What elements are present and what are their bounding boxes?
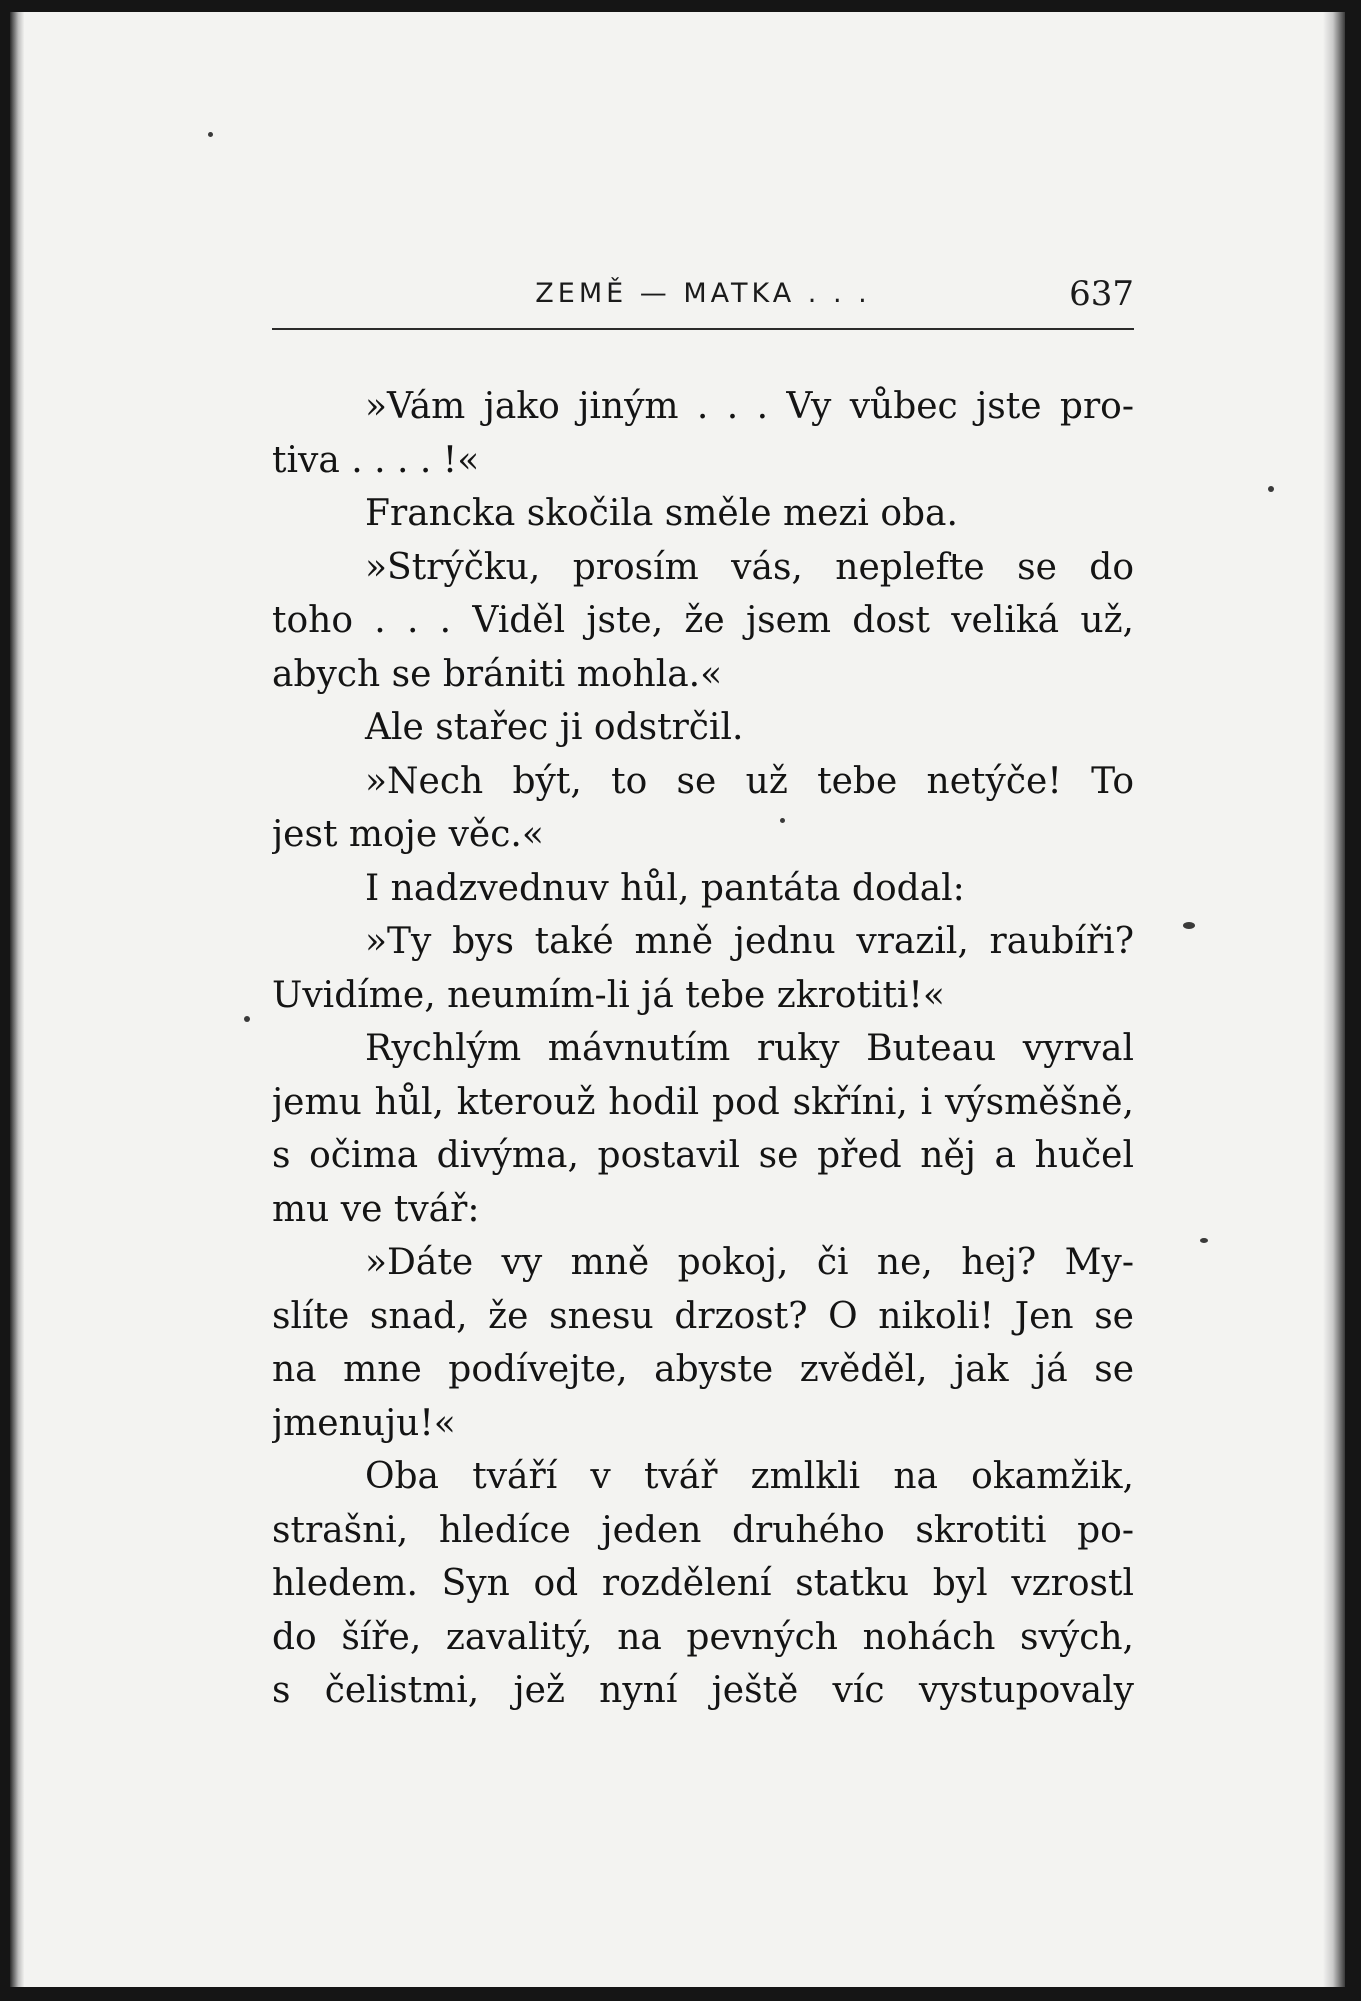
print-speck bbox=[1183, 922, 1195, 929]
text-line: Francka skočila směle mezi oba. bbox=[365, 493, 958, 534]
page-edge-right bbox=[1323, 12, 1345, 1987]
text-line: »Strýčku, prosím vás, neplefte se do bbox=[365, 546, 1134, 588]
text-line: na mne podívejte, abyste zvěděl, jak já se bbox=[272, 1349, 1134, 1390]
text-line: Rychlým mávnutím ruky Buteau vyrval bbox=[365, 1028, 1134, 1069]
text-line: »Nech být, to se už tebe netýče! To bbox=[365, 760, 1134, 802]
text-line: mu ve tvář: bbox=[272, 1188, 480, 1230]
text-line: »Vám jako jiným . . . Vy vůbec jste pro- bbox=[365, 386, 1134, 427]
running-head bbox=[272, 274, 1134, 318]
body-text bbox=[272, 380, 1134, 1718]
print-speck bbox=[244, 1016, 250, 1022]
print-speck bbox=[780, 818, 785, 823]
text-line: do šíře, zavalitý, na pevných nohách svých, bbox=[272, 1616, 1134, 1658]
book-page bbox=[10, 12, 1345, 1987]
print-speck bbox=[1268, 486, 1274, 492]
text-line: abych se brániti mohla.« bbox=[272, 653, 723, 695]
text-line: s čelistmi, jež nyní ještě víc vystupovaly bbox=[272, 1670, 1134, 1711]
text-line: Oba tváří v tvář zmlkli na okamžik, bbox=[365, 1456, 1134, 1497]
text-line: toho . . . Viděl jste, že jsem dost veliká už, bbox=[272, 600, 1134, 641]
text-line: »Dáte vy mně pokoj, či ne, hej? My- bbox=[365, 1242, 1134, 1283]
text-line: jemu hůl, kterouž hodil pod skříni, i výsměšně, bbox=[272, 1081, 1134, 1123]
page-number: 637 bbox=[1069, 274, 1134, 314]
running-title: ZEMĚ — MATKA . . . bbox=[535, 278, 871, 309]
print-speck bbox=[1200, 1238, 1208, 1243]
text-line: Uvidíme, neumím-li já tebe zkrotiti!« bbox=[272, 974, 945, 1016]
text-line: strašni, hledíce jeden druhého skrotiti po- bbox=[272, 1509, 1134, 1551]
print-speck bbox=[208, 132, 213, 137]
text-line: I nadzvednuv hůl, pantáta dodal: bbox=[365, 867, 965, 909]
text-line: jmenuju!« bbox=[272, 1402, 456, 1444]
text-line: tiva . . . . !« bbox=[272, 439, 480, 481]
text-line: s očima divýma, postavil se před něj a hučel bbox=[272, 1135, 1134, 1176]
text-line: Ale stařec ji odstrčil. bbox=[365, 707, 744, 748]
page-edge-left bbox=[10, 12, 24, 1987]
text-line: »Ty bys také mně jednu vrazil, raubíři? bbox=[365, 921, 1134, 962]
text-line: slíte snad, že snesu drzost? O nikoli! Jen se bbox=[272, 1295, 1134, 1337]
header-rule bbox=[272, 328, 1134, 330]
text-line: jest moje věc.« bbox=[272, 814, 544, 855]
text-line: hledem. Syn od rozdělení statku byl vzrostl bbox=[272, 1563, 1134, 1604]
